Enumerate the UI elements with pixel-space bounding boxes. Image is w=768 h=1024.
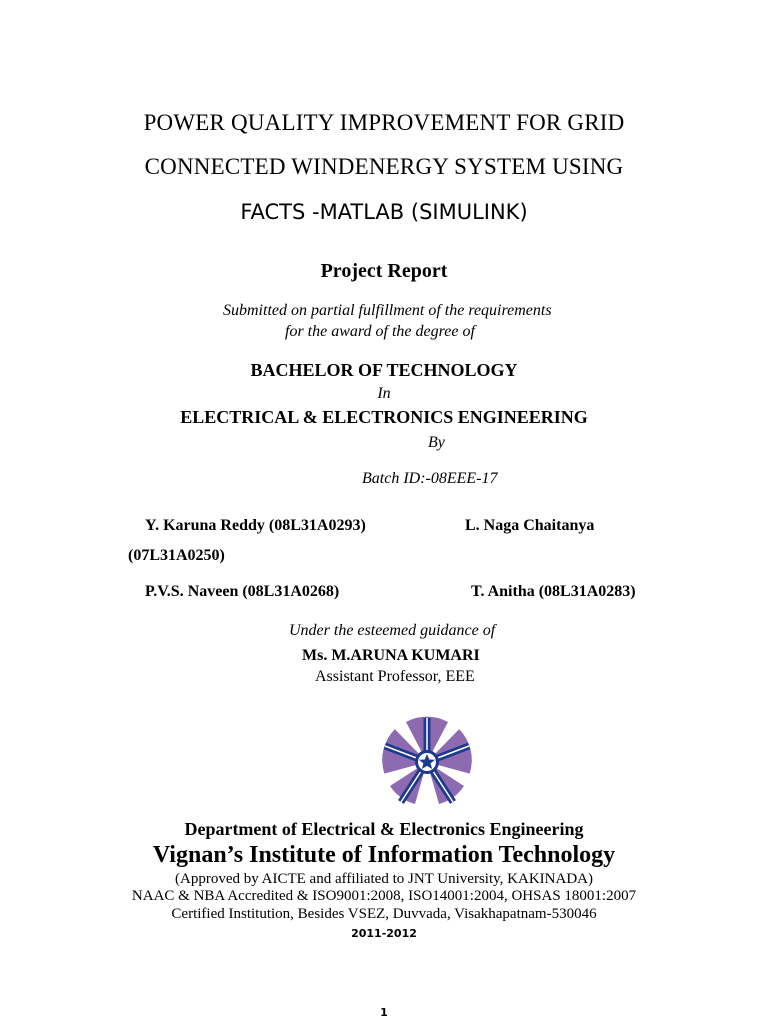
- degree-heading: BACHELOR OF TECHNOLOGY: [250, 360, 518, 380]
- approval-line: (Approved by AICTE and affiliated to JNT University, KAKINADA): [175, 871, 593, 887]
- student-2-id: (07L31A0250): [128, 547, 225, 564]
- submission-line-1: Submitted on partial fulfillment of the requirements: [223, 302, 552, 319]
- address-line: Certified Institution, Besides VSEZ, Duvvada, Visakhapatnam-530046: [171, 906, 597, 922]
- academic-year: 2011-2012: [351, 927, 417, 940]
- student-4: T. Anitha (08L31A0283): [471, 583, 636, 600]
- submission-line-2: for the award of the degree of: [285, 323, 475, 340]
- guidance-intro: Under the esteemed guidance of: [289, 622, 496, 639]
- student-2: L. Naga Chaitanya: [465, 517, 595, 534]
- student-3: P.V.S. Naveen (08L31A0268): [145, 583, 340, 600]
- by-label: By: [428, 434, 445, 451]
- batch-id: Batch ID:-08EEE-17: [362, 470, 498, 487]
- institute-name: Vignan’s Institute of Information Technology: [152, 842, 616, 868]
- department-name: Department of Electrical & Electronics Engineering: [184, 819, 584, 839]
- guide-name: Ms. M.ARUNA KUMARI: [302, 647, 480, 664]
- title-line-2: CONNECTED WINDENERGY SYSTEM USING: [144, 154, 624, 179]
- accreditation-line: NAAC & NBA Accredited & ISO9001:2008, ISO14001:2004, OHSAS 18001:2007: [131, 888, 637, 904]
- in-label: In: [377, 385, 391, 402]
- college-logo: [381, 716, 473, 806]
- title-line-3: FACTS -MATLAB (SIMULINK): [240, 200, 528, 224]
- report-type-heading: Project Report: [320, 260, 448, 282]
- title-line-1: POWER QUALITY IMPROVEMENT FOR GRID: [143, 110, 625, 135]
- page-number: 1: [380, 1006, 388, 1019]
- branch-heading: ELECTRICAL & ELECTRONICS ENGINEERING: [180, 407, 588, 427]
- guide-designation: Assistant Professor, EEE: [315, 668, 475, 685]
- student-1: Y. Karuna Reddy (08L31A0293): [145, 517, 366, 534]
